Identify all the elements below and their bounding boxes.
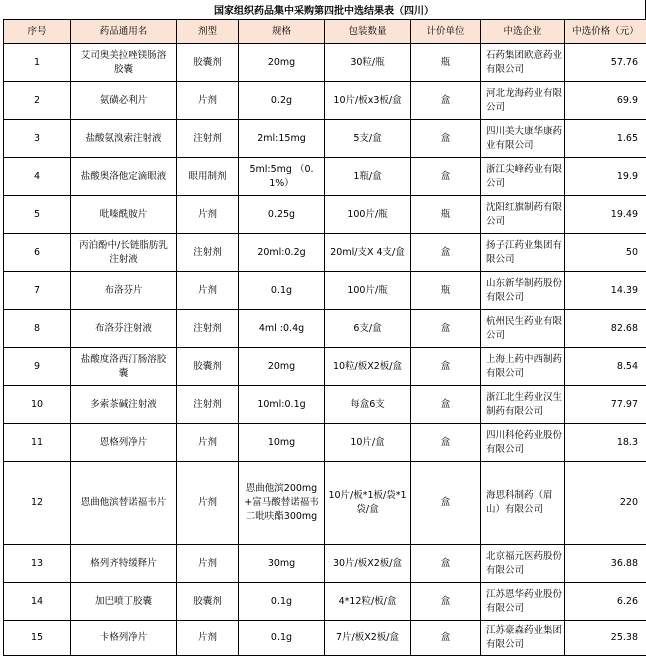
cell-pack[interactable]: 100片/瓶 [325, 272, 411, 310]
cell-form[interactable]: 眼用制剂 [177, 158, 239, 196]
cell-company[interactable]: 沈阳红旗制药有限公司 [481, 196, 565, 234]
cell-name[interactable]: 盐酸氨溴索注射液 [71, 120, 177, 158]
cell-pack[interactable]: 每盒6支 [325, 386, 411, 424]
cell-price[interactable]: 50 [565, 234, 646, 272]
cell-form[interactable]: 片剂 [177, 621, 239, 656]
cell-unit[interactable]: 瓶 [411, 44, 481, 82]
table-row [4, 348, 646, 386]
cell-company[interactable]: 海思科制药（眉山）有限公司 [481, 462, 565, 545]
cell-name[interactable]: 卡格列净片 [71, 621, 177, 656]
table-row [4, 621, 646, 656]
cell-form[interactable]: 片剂 [177, 196, 239, 234]
cell-name[interactable]: 加巴喷丁胶囊 [71, 583, 177, 621]
header-row [4, 20, 646, 44]
cell-price[interactable]: 6.26 [565, 583, 646, 621]
cell-unit[interactable]: 盒 [411, 621, 481, 656]
cell-company[interactable]: 浙江尖峰药业有限公司 [481, 158, 565, 196]
cell-unit[interactable]: 盒 [411, 462, 481, 545]
cell-pack[interactable]: 10片/板*1板/袋*1 袋/盒 [325, 462, 411, 545]
cell-name[interactable]: 布洛芬注射液 [71, 310, 177, 348]
table-row [4, 44, 646, 82]
cell-unit[interactable]: 盒 [411, 310, 481, 348]
cell-price[interactable]: 1.65 [565, 120, 646, 158]
cell-company[interactable]: 江苏恩华药业股份有限公司 [481, 583, 565, 621]
cell-price[interactable]: 19.49 [565, 196, 646, 234]
cell-form[interactable]: 片剂 [177, 545, 239, 583]
cell-no[interactable]: 14 [4, 583, 71, 621]
cell-name[interactable]: 恩曲他滨替诺福韦片 [71, 462, 177, 545]
cell-pack[interactable]: 7片/板X2板/盒 [325, 621, 411, 656]
cell-spec[interactable]: 5ml:5mg （0.1%） [239, 158, 325, 196]
cell-spec[interactable]: 0.2g [239, 82, 325, 120]
cell-unit[interactable]: 盒 [411, 424, 481, 462]
cell-price[interactable]: 77.97 [565, 386, 646, 424]
table-row [4, 158, 646, 196]
cell-no[interactable]: 1 [4, 44, 71, 82]
cell-spec[interactable]: 20mg [239, 44, 325, 82]
cell-price[interactable]: 18.3 [565, 424, 646, 462]
header-cell-price[interactable]: 中选价格（元） [565, 20, 646, 44]
table-row [4, 82, 646, 120]
cell-no[interactable]: 7 [4, 272, 71, 310]
cell-form[interactable]: 片剂 [177, 424, 239, 462]
header-cell-unit[interactable]: 计价单位 [411, 20, 481, 44]
table-row [4, 462, 646, 545]
cell-form[interactable]: 片剂 [177, 272, 239, 310]
cell-unit[interactable]: 盒 [411, 120, 481, 158]
cell-no[interactable]: 6 [4, 234, 71, 272]
cell-pack[interactable]: 6支/盒 [325, 310, 411, 348]
cell-company[interactable]: 河北龙海药业有限公司 [481, 82, 565, 120]
cell-no[interactable]: 2 [4, 82, 71, 120]
cell-pack[interactable]: 4*12粒/板/盒 [325, 583, 411, 621]
cell-name[interactable]: 盐酸奥洛他定滴眼液 [71, 158, 177, 196]
cell-pack[interactable]: 30粒/瓶 [325, 44, 411, 82]
cell-price[interactable]: 69.9 [565, 82, 646, 120]
cell-price[interactable]: 25.38 [565, 621, 646, 656]
cell-company[interactable]: 扬子江药业集团有限公司 [481, 234, 565, 272]
cell-company[interactable]: 北京福元医药股份有限公司 [481, 545, 565, 583]
cell-company[interactable]: 石药集团欧意药业有限公司 [481, 44, 565, 82]
cell-pack[interactable]: 20ml/支X 4支/盒 [325, 234, 411, 272]
cell-price[interactable]: 57.76 [565, 44, 646, 82]
cell-unit[interactable]: 瓶 [411, 272, 481, 310]
cell-pack[interactable]: 10粒/板X2板/盒 [325, 348, 411, 386]
cell-price[interactable]: 19.9 [565, 158, 646, 196]
table-row [4, 272, 646, 310]
cell-spec[interactable]: 0.1g [239, 272, 325, 310]
cell-spec[interactable]: 20ml:0.2g [239, 234, 325, 272]
table-row [4, 196, 646, 234]
cell-spec[interactable]: 恩曲他滨200mg+富马酸替诺福韦二吡呋酯300mg [239, 462, 325, 545]
cell-company[interactable]: 山东新华制药股份有限公司 [481, 272, 565, 310]
cell-no[interactable]: 13 [4, 545, 71, 583]
table-row [4, 310, 646, 348]
cell-no[interactable]: 10 [4, 386, 71, 424]
cell-no[interactable]: 3 [4, 120, 71, 158]
table-row [4, 545, 646, 583]
cell-spec[interactable]: 0.1g [239, 583, 325, 621]
results-table [3, 19, 646, 656]
cell-unit[interactable]: 盒 [411, 545, 481, 583]
table-title: 国家组织药品集中采购第四批中选结果表（四川） [3, 0, 646, 19]
cell-name[interactable]: 艾司奥美拉唑镁肠溶胶囊 [71, 44, 177, 82]
cell-price[interactable]: 8.54 [565, 348, 646, 386]
cell-form[interactable]: 注射剂 [177, 386, 239, 424]
cell-price[interactable]: 14.39 [565, 272, 646, 310]
table-row [4, 424, 646, 462]
cell-name[interactable]: 多索茶碱注射液 [71, 386, 177, 424]
cell-unit[interactable]: 瓶 [411, 196, 481, 234]
cell-spec[interactable]: 10mg [239, 424, 325, 462]
cell-company[interactable]: 浙江北生药业汉生制药有限公司 [481, 386, 565, 424]
cell-company[interactable]: 江苏豪森药业集团有限公司 [481, 621, 565, 656]
cell-pack[interactable]: 10片/板x3板/盒 [325, 82, 411, 120]
cell-unit[interactable]: 盒 [411, 158, 481, 196]
cell-name[interactable]: 布洛芬片 [71, 272, 177, 310]
table-row [4, 120, 646, 158]
header-cell-form[interactable]: 剂型 [177, 20, 239, 44]
cell-spec[interactable]: 2ml:15mg [239, 120, 325, 158]
cell-pack[interactable]: 5支/盒 [325, 120, 411, 158]
cell-name[interactable]: 格列齐特缓释片 [71, 545, 177, 583]
cell-spec[interactable]: 10ml:0.1g [239, 386, 325, 424]
cell-form[interactable]: 注射剂 [177, 234, 239, 272]
cell-unit[interactable]: 盒 [411, 386, 481, 424]
cell-form[interactable]: 胶囊剂 [177, 44, 239, 82]
cell-pack[interactable]: 100片/瓶 [325, 196, 411, 234]
cell-form[interactable]: 胶囊剂 [177, 348, 239, 386]
header-cell-name[interactable]: 药品通用名 [71, 20, 177, 44]
cell-name[interactable]: 恩格列净片 [71, 424, 177, 462]
cell-price[interactable]: 220 [565, 462, 646, 545]
cell-unit[interactable]: 盒 [411, 583, 481, 621]
cell-spec[interactable]: 4ml :0.4g [239, 310, 325, 348]
cell-pack[interactable]: 30片/板X2板/盒 [325, 545, 411, 583]
cell-spec[interactable]: 0.25g [239, 196, 325, 234]
cell-unit[interactable]: 盒 [411, 348, 481, 386]
cell-no[interactable]: 15 [4, 621, 71, 656]
cell-no[interactable]: 11 [4, 424, 71, 462]
header-cell-pack[interactable]: 包装数量 [325, 20, 411, 44]
cell-no[interactable]: 12 [4, 462, 71, 545]
cell-company[interactable]: 上海上药中西制药有限公司 [481, 348, 565, 386]
cell-form[interactable]: 片剂 [177, 462, 239, 545]
cell-form[interactable]: 胶囊剂 [177, 583, 239, 621]
cell-no[interactable]: 4 [4, 158, 71, 196]
header-cell-spec[interactable]: 规格 [239, 20, 325, 44]
header-cell-company[interactable]: 中选企业 [481, 20, 565, 44]
cell-pack[interactable]: 10片/盒 [325, 424, 411, 462]
cell-company[interactable]: 四川美大康华康药业有限公司 [481, 120, 565, 158]
cell-form[interactable]: 注射剂 [177, 120, 239, 158]
cell-unit[interactable]: 盒 [411, 82, 481, 120]
cell-name[interactable]: 氨磺必利片 [71, 82, 177, 120]
cell-name[interactable]: 盐酸度洛西汀肠溶胶囊 [71, 348, 177, 386]
header-cell-no[interactable]: 序号 [4, 20, 71, 44]
table-row [4, 386, 646, 424]
cell-price[interactable]: 36.88 [565, 545, 646, 583]
cell-name[interactable]: 吡嗪酰胺片 [71, 196, 177, 234]
table-row [4, 234, 646, 272]
table-row [4, 583, 646, 621]
cell-price[interactable]: 82.68 [565, 310, 646, 348]
cell-no[interactable]: 8 [4, 310, 71, 348]
cell-spec[interactable]: 0.1g [239, 621, 325, 656]
cell-company[interactable]: 四川科伦药业股份有限公司 [481, 424, 565, 462]
cell-form[interactable]: 注射剂 [177, 310, 239, 348]
cell-no[interactable]: 9 [4, 348, 71, 386]
cell-name[interactable]: 丙泊酚中/长链脂肪乳注射液 [71, 234, 177, 272]
cell-spec[interactable]: 20mg [239, 348, 325, 386]
cell-pack[interactable]: 1瓶/盒 [325, 158, 411, 196]
cell-unit[interactable]: 盒 [411, 234, 481, 272]
cell-form[interactable]: 片剂 [177, 82, 239, 120]
cell-spec[interactable]: 30mg [239, 545, 325, 583]
cell-no[interactable]: 5 [4, 196, 71, 234]
cell-company[interactable]: 杭州民生药业有限公司 [481, 310, 565, 348]
